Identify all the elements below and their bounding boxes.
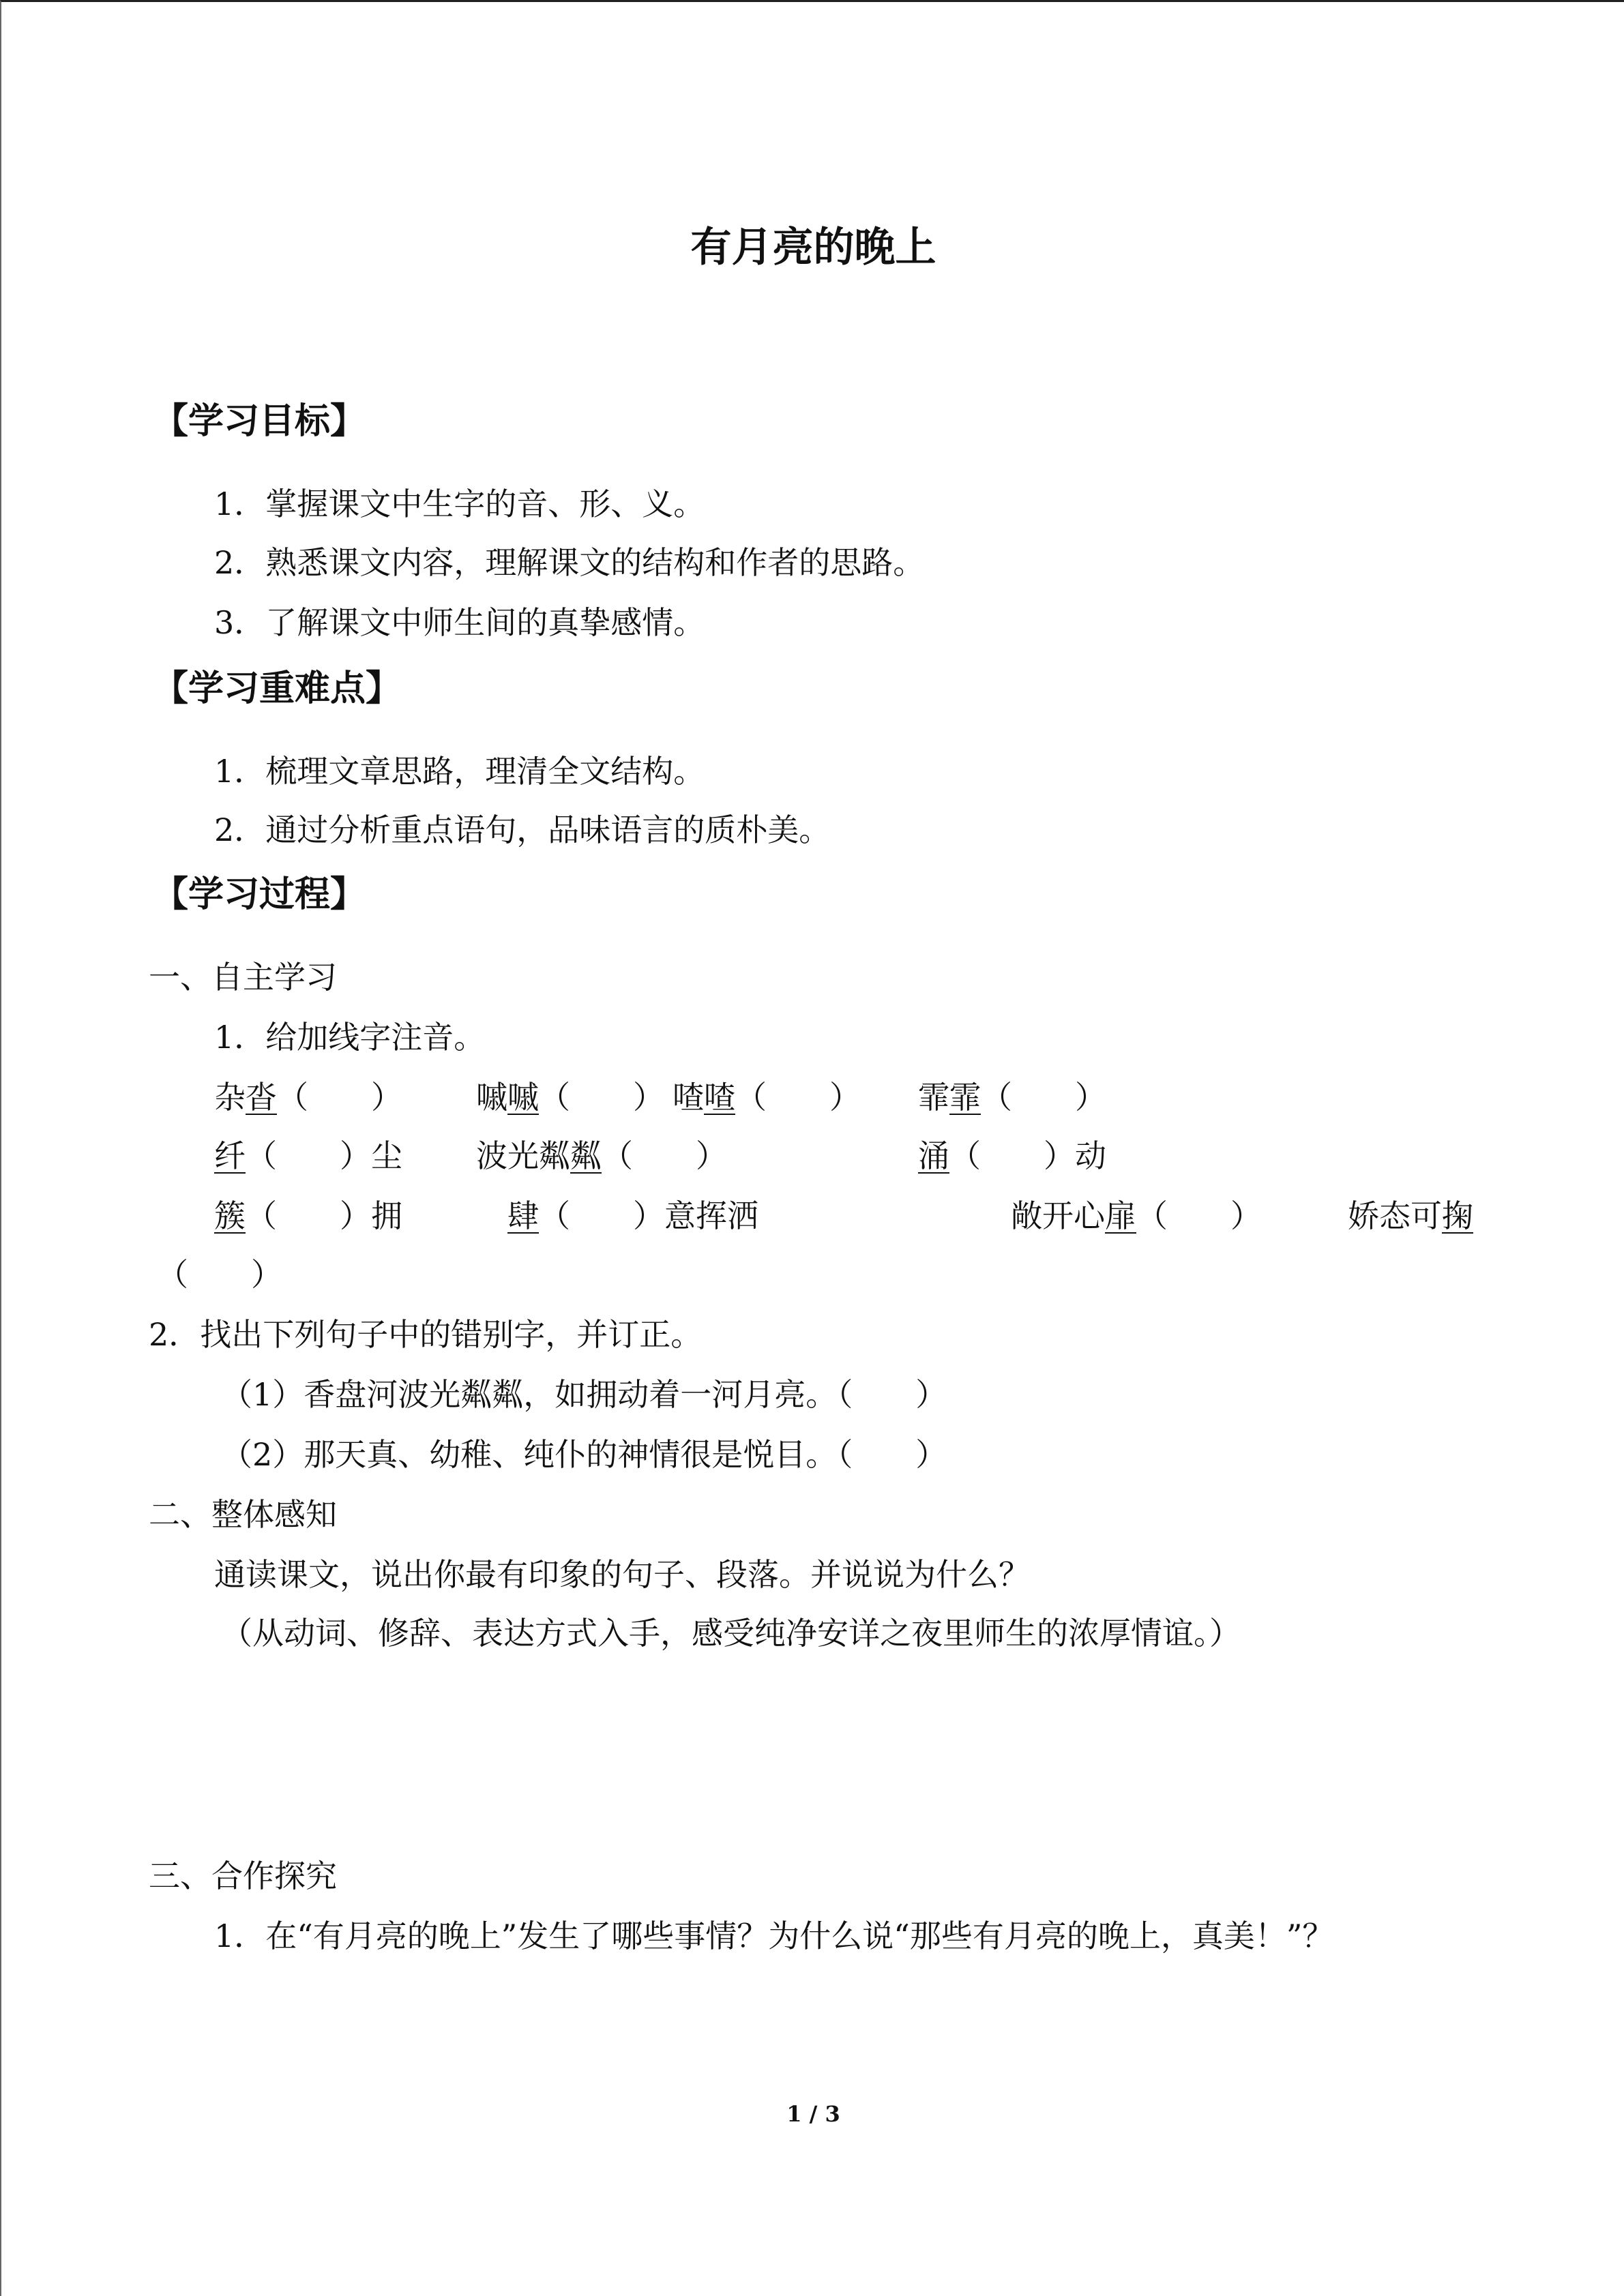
key-points-heading: 【学习重难点】 [153,668,402,709]
pinyin-item: 嘁嘁（ ） [476,1079,664,1116]
typo-item: （1）香盘河波光粼粼，如拥动着一河月亮。（ ） [221,1376,947,1413]
page-number: 1 / 3 [786,2101,840,2127]
pinyin-item: 喳喳（ ） [673,1079,861,1116]
pinyin-item: 杂沓（ ） [214,1079,402,1116]
self-study-heading: 一、自主学习 [149,959,337,996]
pinyin-item: 敞开心扉（ ） [1011,1197,1262,1234]
pinyin-item: 波光粼粼（ ） [476,1137,727,1174]
pinyin-item: 肆（ ）意挥洒 [507,1197,758,1234]
pinyin-item-tail: （ ） [157,1256,282,1293]
objective-item: 1．掌握课文中生字的音、形、义。 [214,486,705,522]
typo-item: （2）那天真、幼稚、纯仆的神情很是悦目。（ ） [221,1436,947,1473]
overview-hint: （从动词、修辞、表达方式入手，感受纯净安详之夜里师生的浓厚情谊。） [221,1615,1241,1652]
pinyin-item: 纤（ ）尘 [214,1137,402,1174]
objectives-heading: 【学习目标】 [153,401,366,442]
pinyin-question: 1．给加线字注音。 [214,1019,486,1056]
page-title: 有月亮的晚上 [690,224,936,271]
key-point-item: 1．梳理文章思路，理清全文结构。 [214,753,705,790]
cooperation-heading: 三、合作探究 [149,1858,337,1894]
overview-heading: 二、整体感知 [149,1496,337,1533]
overview-text: 通读课文，说出你最有印象的句子、段落。并说说为什么？ [214,1556,1030,1593]
objective-item: 2．熟悉课文内容，理解课文的结构和作者的思路。 [214,544,925,581]
objective-item: 3．了解课文中师生间的真挚感情。 [214,604,705,641]
pinyin-item: 簇（ ）拥 [214,1197,402,1234]
key-point-item: 2．通过分析重点语句，品味语言的质朴美。 [214,811,831,848]
typo-question: 2．找出下列句子中的错别字，并订正。 [149,1316,703,1353]
pinyin-item: 霏霏（ ） [918,1079,1106,1116]
pinyin-item: 娇态可掬 [1348,1197,1473,1234]
process-heading: 【学习过程】 [153,874,366,915]
pinyin-item: 涌（ ）动 [918,1137,1106,1174]
cooperation-question: 1．在“有月亮的晚上”发生了哪些事情？为什么说“那些有月亮的晚上，真美！”？ [214,1918,1334,1954]
